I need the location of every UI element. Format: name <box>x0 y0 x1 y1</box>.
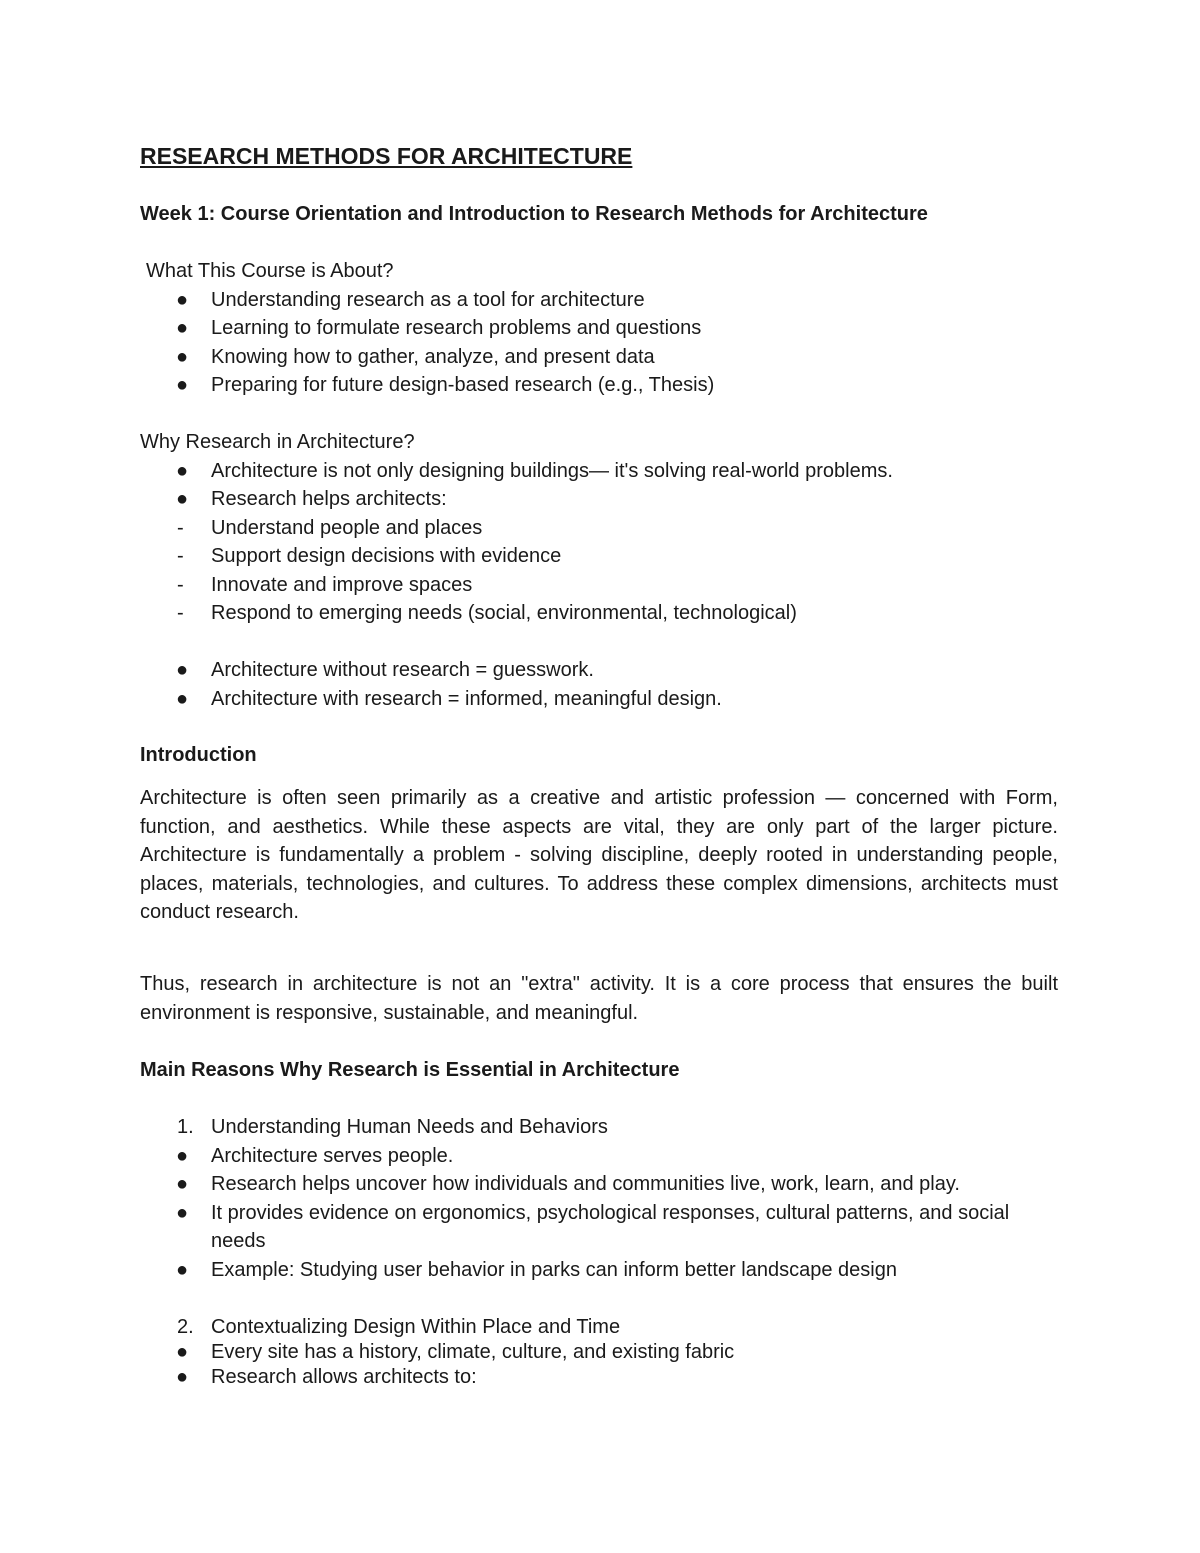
bullet-marker: ● <box>176 659 189 681</box>
list-item: Support design decisions with evidence <box>211 545 562 567</box>
reason-title: Contextualizing Design Within Place and Time <box>211 1316 621 1338</box>
bullet-marker: ● <box>176 1173 189 1195</box>
bullet-marker: ● <box>176 346 189 368</box>
intro-paragraph: Architecture is often seen primarily as a creative and artistic profession — concerned with Form, function, and aesthetics. While these aspects are vital, they are only part of the larger picture. Architecture is fundamentally a problem - solving discipline, deeply rooted in understanding people, places, materials, technologies, and cultures. To address these complex dimensions, architects must conduct research. <box>140 787 1058 924</box>
list-item: Architecture serves people. <box>211 1145 454 1167</box>
list-item: Architecture is not only designing buildings— it's solving real-world problems. <box>211 460 893 482</box>
dash-marker: - <box>177 602 184 624</box>
bullet-marker: ● <box>176 1259 189 1281</box>
list-item: It provides evidence on ergonomics, psychological responses, cultural patterns, and social needs <box>211 1202 1010 1252</box>
bullet-marker: ● <box>176 1202 189 1224</box>
list-item: Every site has a history, climate, culture, and existing fabric <box>211 1341 735 1363</box>
intro-paragraph-2: Thus, research in architecture is not an "extra" activity. It is a core process that ensures the built environment is responsive, sustainable, and meaningful. <box>140 973 1058 1024</box>
bullet-marker: ● <box>176 460 189 482</box>
list-item: Knowing how to gather, analyze, and present data <box>211 346 655 368</box>
list-item: Research helps uncover how individuals and communities live, work, learn, and play. <box>211 1173 960 1195</box>
list-item: Architecture without research = guesswork. <box>211 659 594 681</box>
list-number: 1. <box>177 1116 194 1138</box>
week-heading: Week 1: Course Orientation and Introduction to Research Methods for Architecture <box>140 203 928 225</box>
dash-marker: - <box>177 574 184 596</box>
reason-title: Understanding Human Needs and Behaviors <box>211 1116 608 1138</box>
list-item: Research allows architects to: <box>211 1366 477 1388</box>
bullet-marker: ● <box>176 1366 189 1388</box>
about-heading: What This Course is About? <box>146 260 394 282</box>
bullet-marker: ● <box>176 289 189 311</box>
bullet-marker: ● <box>176 488 189 510</box>
reasons-heading: Main Reasons Why Research is Essential in Architecture <box>140 1059 680 1081</box>
bullet-marker: ● <box>176 1145 189 1167</box>
list-item: Learning to formulate research problems and questions <box>211 317 702 339</box>
bullet-marker: ● <box>176 374 189 396</box>
list-item: Research helps architects: <box>211 488 447 510</box>
introduction-heading: Introduction <box>140 744 257 766</box>
list-item: Architecture with research = informed, meaningful design. <box>211 688 722 710</box>
dash-marker: - <box>177 545 184 567</box>
bullet-marker: ● <box>176 688 189 710</box>
list-item: Preparing for future design-based research (e.g., Thesis) <box>211 374 715 396</box>
why-heading: Why Research in Architecture? <box>140 431 415 453</box>
bullet-marker: ● <box>176 1341 189 1363</box>
bullet-marker: ● <box>176 317 189 339</box>
list-item: Example: Studying user behavior in parks can inform better landscape design <box>211 1259 897 1281</box>
list-item: Respond to emerging needs (social, environmental, technological) <box>211 602 797 624</box>
dash-marker: - <box>177 517 184 539</box>
document-title: RESEARCH METHODS FOR ARCHITECTURE <box>140 143 633 169</box>
list-item: Understanding research as a tool for architecture <box>211 289 645 311</box>
list-number: 2. <box>177 1316 194 1338</box>
list-item: Understand people and places <box>211 517 483 539</box>
list-item: Innovate and improve spaces <box>211 574 473 596</box>
